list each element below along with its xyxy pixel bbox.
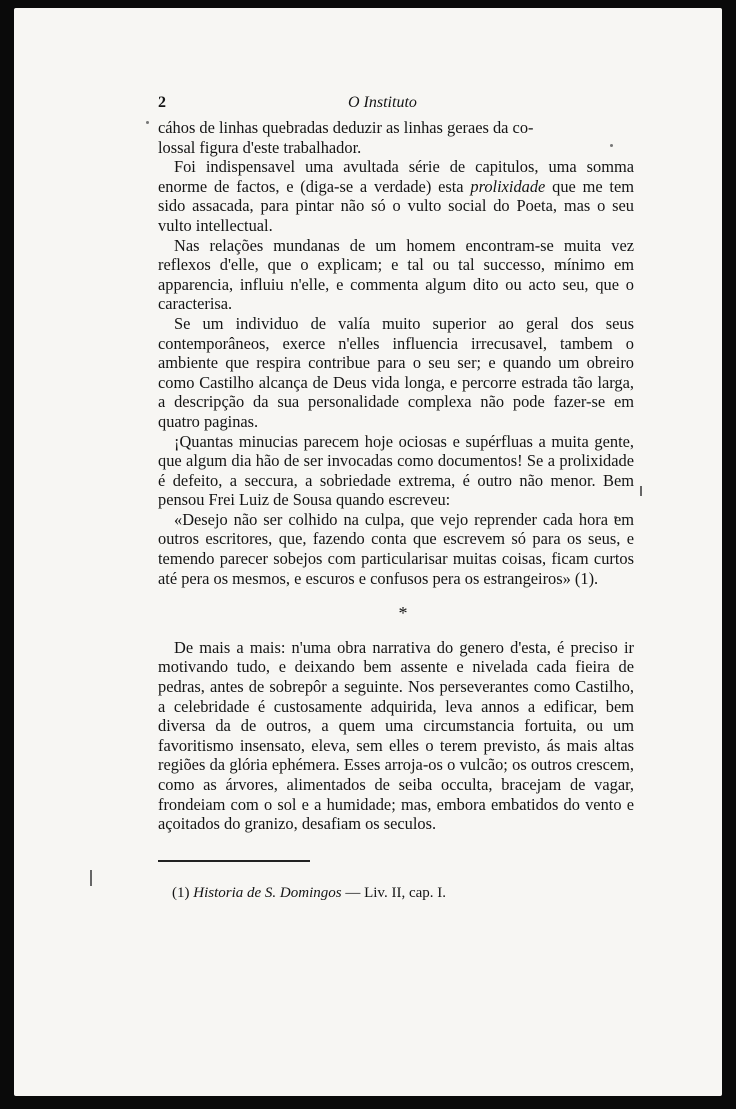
page-number: 2 [158, 94, 166, 111]
footnote [158, 884, 634, 902]
line: lossal figura d'este trabalhador. [158, 137, 362, 157]
paragraph: Se um individuo de valía muito superior ao geral dos seus contemporâneos, exerce n'elles influencia irrecusavel, tambem o ambiente que respira contribue para o seu ser; e quando um obreiro como Castilho alcança de Deus vida longa, e percorre estrada tão larga, a descripção da sua personalidade complexa não pode fazer-se em quatro paginas. [158, 313, 634, 431]
quotation-paragraph: «Desejo não ser colhido na culpa, que vejo reprender cada hora em outros escritores, que, fazendo conta que escrevem só para os seus, e temendo parecer sobejos com particularisar muitas coisas, ficam curtos até pera os mesmos, e escuros e confusos pera os estrangeiros» (1). [158, 509, 634, 588]
running-header [158, 88, 634, 118]
scan-speck [146, 121, 149, 124]
section-break: * [398, 603, 408, 624]
line: cáhos de linhas quebradas deduzir as linhas geraes da co- [158, 118, 534, 137]
text-run: Foi indispensavel uma avultada série de capitulos, uma somma enorme de factos, e (diga-se a verdade) esta [158, 157, 634, 196]
scan-mark [640, 486, 642, 496]
footnote-rule [158, 860, 310, 862]
text-run: que me tem sido assacada, para pintar não só o vulto social do Poeta, mas o seu vulto intellectual. [158, 176, 634, 235]
scan-mark [90, 870, 92, 886]
page-text [158, 88, 634, 902]
footnote-marker: (1) [172, 884, 190, 901]
paragraph-continuation [158, 118, 634, 157]
paragraph [158, 157, 634, 235]
paragraph: ¡Quantas minucias parecem hoje ociosas e supérfluas a muita gente, que algum dia hão de ser invocadas como documentos! Se a prolixidade é defeito, a seccura, a sobriedade extrema, é outro não menor. Bem pensou Frei Luiz de Sousa quando escreveu: [158, 431, 634, 510]
paragraph: De mais a mais: n'uma obra narrativa do genero d'esta, é preciso ir motivando tudo, e deixando bem assente e nivelada cada fieira de pedras, antes de sobrepôr a seguinte. Nos perseverantes como Castilho, a celebridade é custosamente adquirida, leva annos a edificar, bem diversa da de outros, a quem uma circumstancia fortuita, ou um favoritismo insensato, eleva, sem elles o terem previsto, ás mais altas regiões da glória ephémera. Esses arroja-os o vulcão; os outros crescem, como as árvores, alimentados de seiba occulta, bracejam de vagar, frondeiam com o sol e a humidade; mas, embora embatidos do vento e açoitados do granizo, desafiam os seculos. [158, 637, 634, 834]
footnote-title: Historia de S. Domingos [193, 884, 342, 901]
emphasis: prolixidade [470, 176, 546, 196]
footnote-reference: — Liv. II, cap. I. [341, 884, 447, 901]
paragraph: Nas relações mundanas de um homem encontram-se muita vez reflexos d'elle, que o explicam; e tal ou tal successo, mínimo em apparencia, influiu n'elle, e commenta algum dito ou acto seu, que o caracterisa. [158, 235, 634, 314]
running-title: O Instituto [348, 94, 417, 111]
